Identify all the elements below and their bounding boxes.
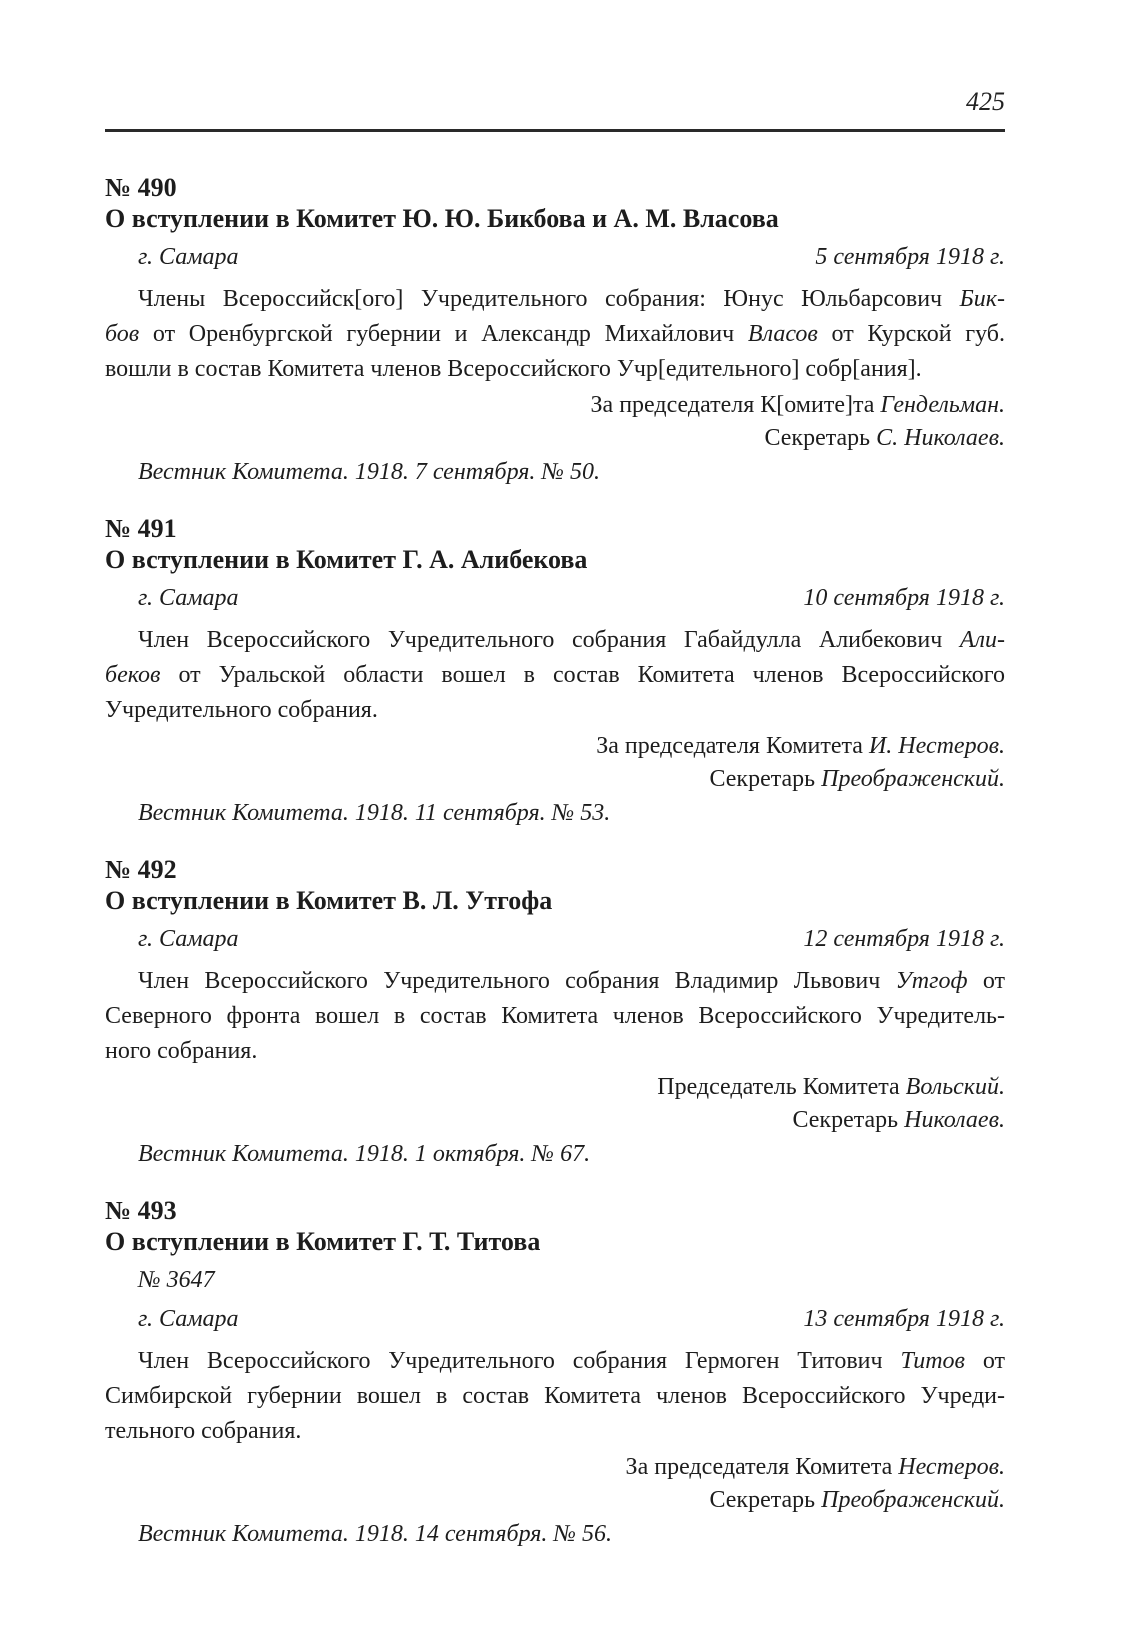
entry-title: О вступлении в Комитет Г. Т. Титова xyxy=(105,1227,541,1256)
entry-signatures xyxy=(105,730,1005,796)
entry-number: № 493 xyxy=(105,1196,177,1225)
text-italic: Власов xyxy=(747,321,818,347)
text-italic: И. Нестеров. xyxy=(868,733,1005,759)
body-line xyxy=(105,1379,1005,1414)
text-italic: беков xyxy=(105,662,161,688)
text: вошли в состав Комитета членов Всероссийского Учр[едительного] собр[ания]. xyxy=(105,356,922,382)
entry-place: г. Самара xyxy=(138,585,239,611)
entry-source: Вестник Комитета. 1918. 7 сентября. № 50. xyxy=(138,459,601,485)
body-line xyxy=(105,999,1005,1034)
entry-body xyxy=(105,623,1005,728)
entry-body xyxy=(105,1344,1005,1449)
text: За председателя Комитета xyxy=(596,733,869,759)
entry-title: О вступлении в Комитет Ю. Ю. Бикбова и А. М. Власова xyxy=(105,204,779,233)
entry-signatures xyxy=(105,1451,1005,1517)
body-line xyxy=(105,282,1005,317)
header-rule xyxy=(105,129,1005,132)
body-line xyxy=(105,964,1005,999)
place-date-line xyxy=(105,583,1005,614)
entry-body xyxy=(105,282,1005,387)
text: тельного собрания. xyxy=(105,1418,302,1444)
signature-line xyxy=(105,1451,1005,1484)
document-entry xyxy=(105,513,1005,830)
text-italic: Преображенский. xyxy=(821,766,1005,792)
place-date-line xyxy=(105,924,1005,955)
text-italic: С. Николаев. xyxy=(876,425,1005,451)
text-italic: Али- xyxy=(959,627,1005,653)
document-entry xyxy=(105,172,1005,489)
text: Секретарь xyxy=(709,766,822,792)
text-italic: бов xyxy=(105,321,140,347)
entry-doc-number: № 3647 xyxy=(138,1267,215,1293)
entry-date: 10 сентября 1918 г. xyxy=(803,585,1005,611)
text: от Курской губ. xyxy=(817,321,1005,347)
signature-line xyxy=(105,389,1005,422)
body-line xyxy=(105,1414,1005,1449)
text: от xyxy=(967,968,1006,994)
page-number: 425 xyxy=(966,87,1005,116)
text: Член Всероссийского Учредительного собрания Габайдулла Алибекович xyxy=(138,627,960,653)
text: Член Всероссийского Учредительного собрания Владимир Львович xyxy=(138,968,896,994)
text-italic: Нестеров. xyxy=(898,1454,1005,1480)
text: от xyxy=(964,1348,1006,1374)
text-italic: Титов xyxy=(900,1348,965,1374)
text: Член Всероссийского Учредительного собрания Гермоген Титович xyxy=(138,1348,901,1374)
text: Секретарь xyxy=(764,425,877,451)
place-date-line xyxy=(105,242,1005,273)
text: Учредительного собрания. xyxy=(105,697,378,723)
entry-date: 12 сентября 1918 г. xyxy=(803,926,1005,952)
entries xyxy=(105,172,1005,1551)
text: ного собрания. xyxy=(105,1038,258,1064)
text: Секретарь xyxy=(792,1107,905,1133)
body-line xyxy=(105,352,1005,387)
signature-line xyxy=(105,1484,1005,1517)
body-line xyxy=(105,623,1005,658)
entry-title: О вступлении в Комитет Г. А. Алибекова xyxy=(105,545,588,574)
text: Председатель Комитета xyxy=(657,1074,906,1100)
signature-line xyxy=(105,730,1005,763)
text: За председателя К[омите]та xyxy=(590,392,881,418)
entry-signatures xyxy=(105,389,1005,455)
entry-body xyxy=(105,964,1005,1069)
text-italic: Бик- xyxy=(959,286,1005,312)
document-entry xyxy=(105,854,1005,1171)
signature-line xyxy=(105,763,1005,796)
text-italic: Гендельман. xyxy=(880,392,1005,418)
entry-number: № 490 xyxy=(105,173,177,202)
entry-number: № 492 xyxy=(105,855,177,884)
entry-source: Вестник Комитета. 1918. 11 сентября. № 53. xyxy=(138,800,611,826)
body-line xyxy=(105,693,1005,728)
body-line xyxy=(105,658,1005,693)
text: Симбирской губернии вошел в состав Комитета членов Всероссийского Учреди- xyxy=(105,1383,1005,1409)
text: Северного фронта вошел в состав Комитета членов Всероссийского Учредитель- xyxy=(105,1003,1005,1029)
text: от Уральской области вошел в состав Комитета членов Всероссийского xyxy=(160,662,1005,688)
text-italic: Николаев. xyxy=(904,1107,1005,1133)
entry-place: г. Самара xyxy=(138,1306,239,1332)
text: За председателя Комитета xyxy=(625,1454,899,1480)
entry-signatures xyxy=(105,1071,1005,1137)
entry-place: г. Самара xyxy=(138,926,239,952)
text-italic: Вольский. xyxy=(905,1074,1005,1100)
document-entry xyxy=(105,1195,1005,1551)
entry-date: 13 сентября 1918 г. xyxy=(803,1306,1005,1332)
text-italic: Преображенский. xyxy=(821,1487,1005,1513)
place-date-line xyxy=(105,1304,1005,1335)
entry-number: № 491 xyxy=(105,514,177,543)
body-line xyxy=(105,1034,1005,1069)
text-italic: Утгоф xyxy=(895,968,968,994)
text: от Оренбургской губернии и Александр Михайлович xyxy=(139,321,748,347)
signature-line xyxy=(105,422,1005,455)
body-line xyxy=(105,317,1005,352)
entry-date: 5 сентября 1918 г. xyxy=(815,244,1005,270)
entry-source: Вестник Комитета. 1918. 1 октября. № 67. xyxy=(138,1141,591,1167)
entry-title: О вступлении в Комитет В. Л. Утгофа xyxy=(105,886,553,915)
text: Секретарь xyxy=(709,1487,822,1513)
signature-line xyxy=(105,1104,1005,1137)
signature-line xyxy=(105,1071,1005,1104)
entry-source: Вестник Комитета. 1918. 14 сентября. № 56. xyxy=(138,1521,613,1547)
entry-place: г. Самара xyxy=(138,244,239,270)
text: Члены Всероссийск[ого] Учредительного собрания: Юнус Юльбарсович xyxy=(138,286,960,312)
body-line xyxy=(105,1344,1005,1379)
